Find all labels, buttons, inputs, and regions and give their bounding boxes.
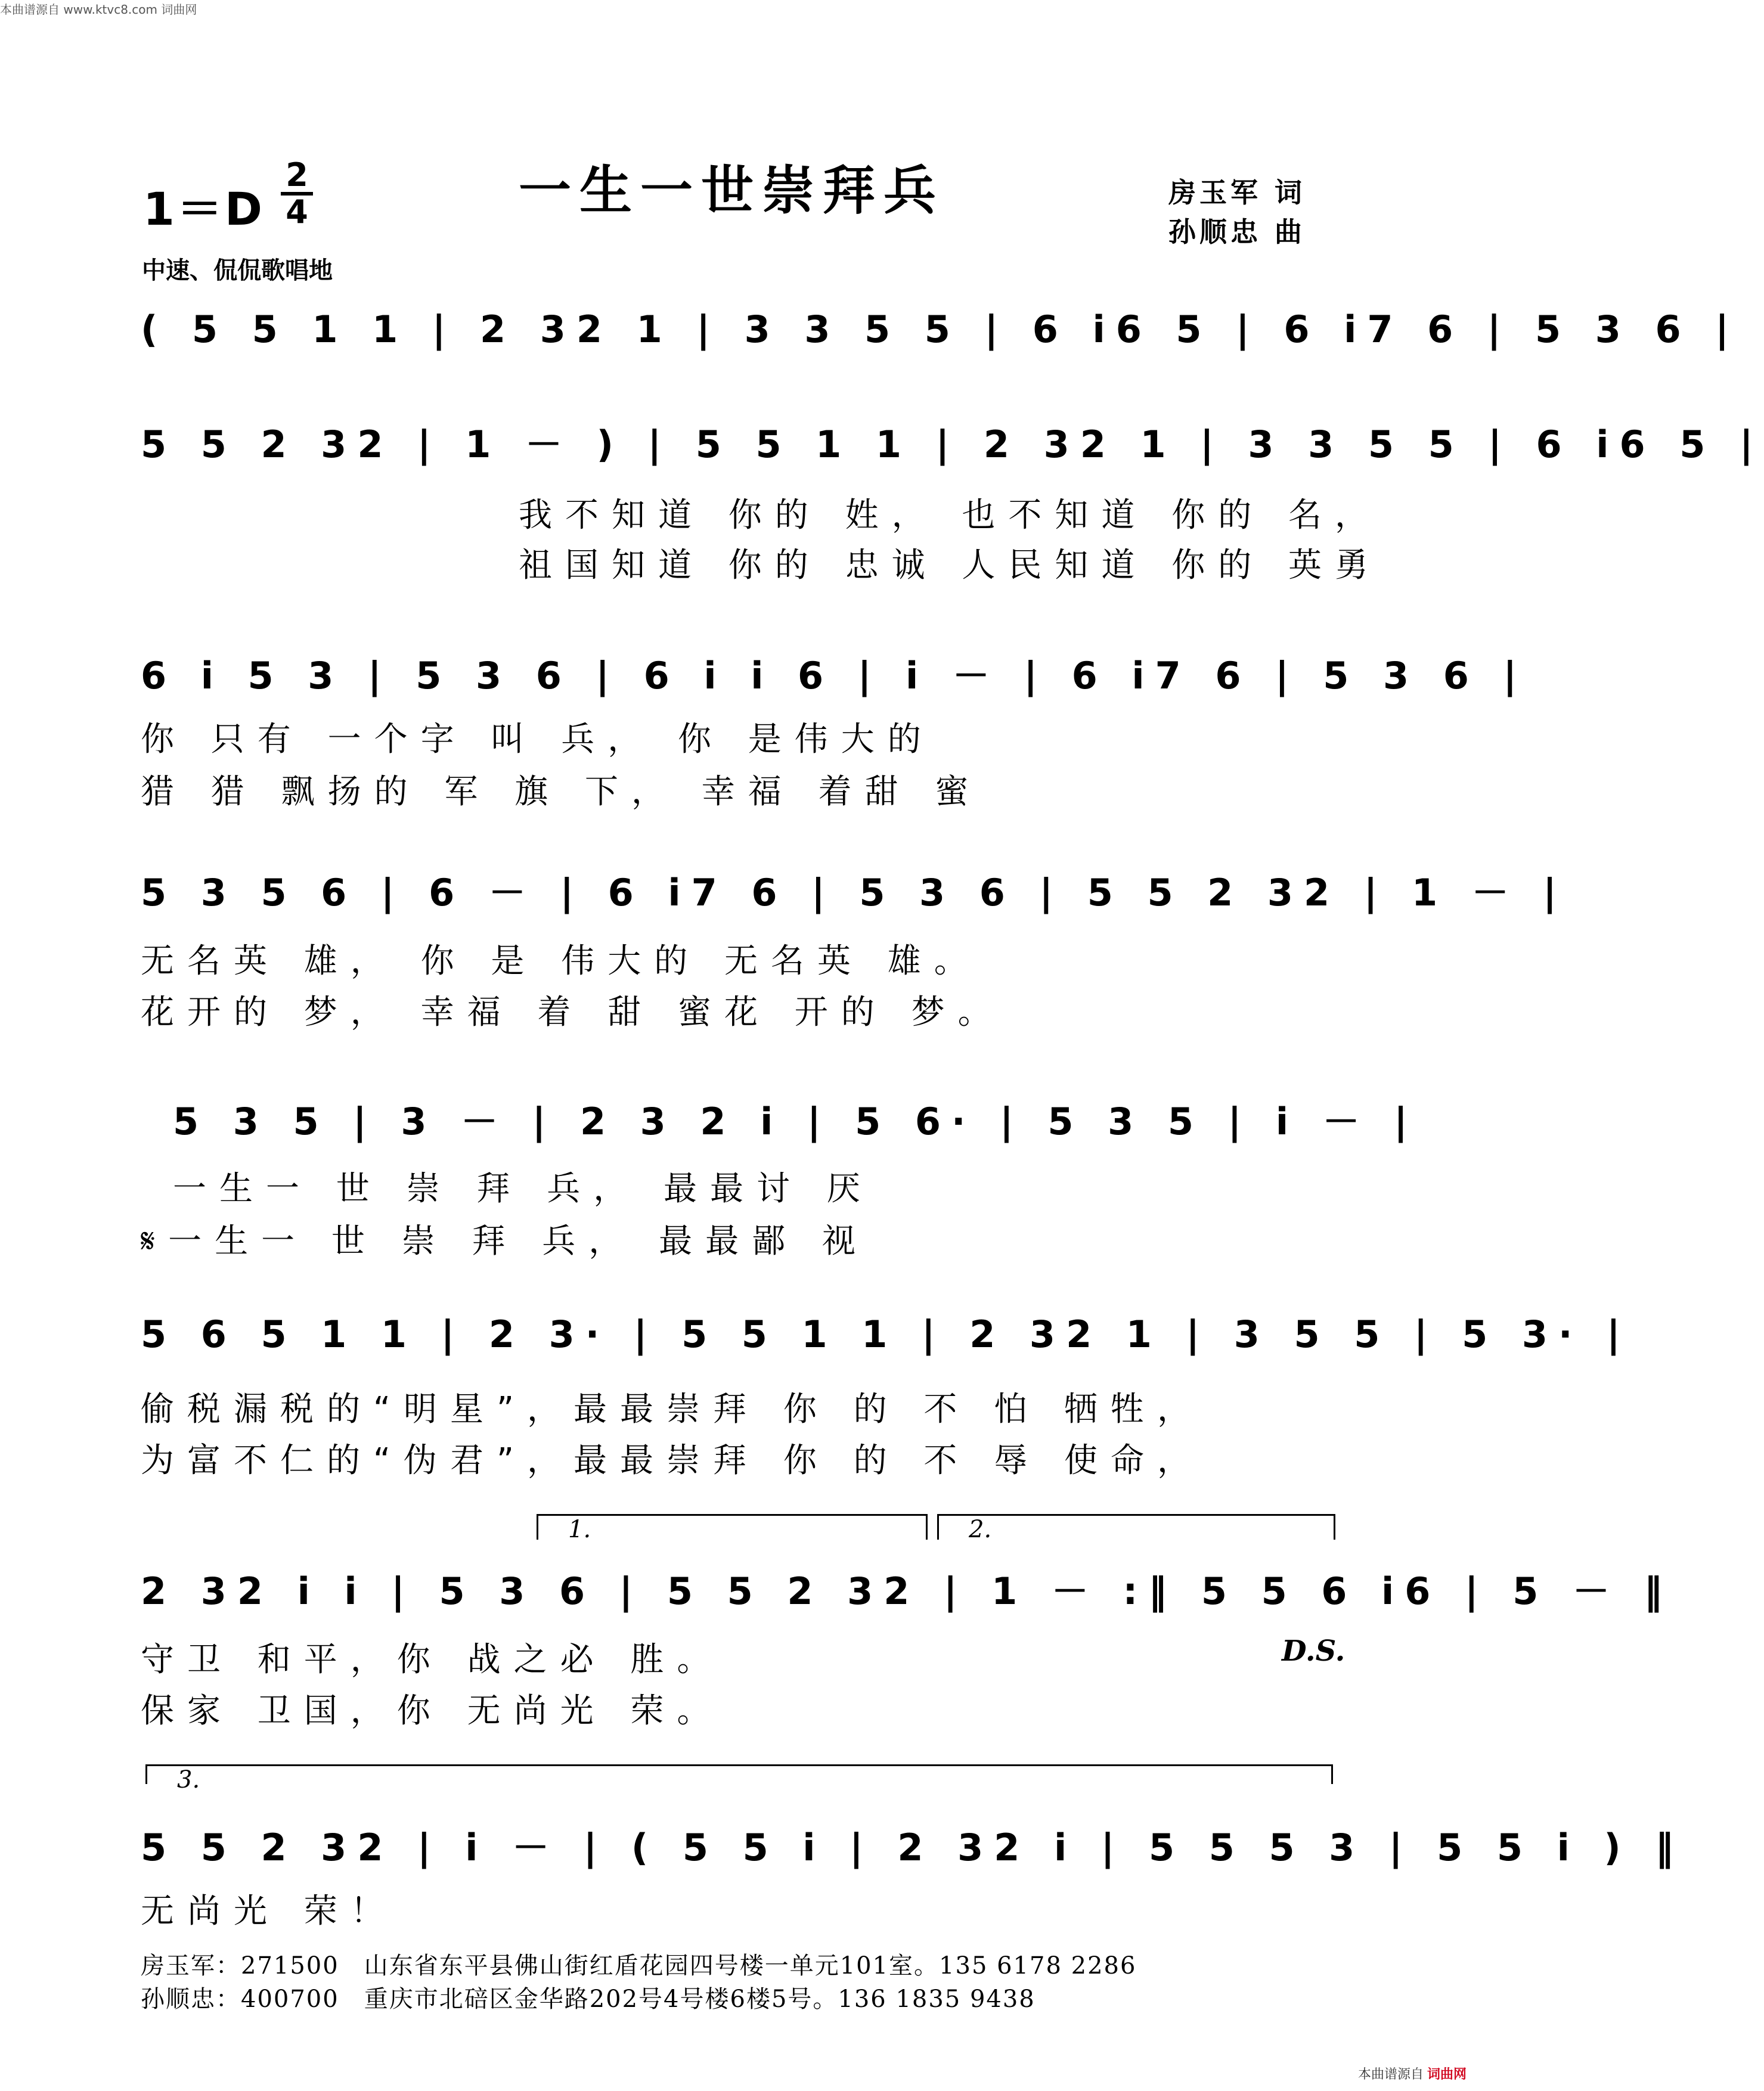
system-7-notes: 2 32 i i | 5 3 6 | 5 5 2 32 | 1 － :‖ 5 5 6 i6 | 5 － ‖: [141, 1569, 1673, 1613]
system-2-lyrics-2: 祖国知道 你的 忠诚 人民知道 你的 英勇: [519, 546, 1382, 585]
volta-1: [537, 1514, 928, 1543]
system-6-notes: 5 6 5 1 1 | 2 3· | 5 5 1 1 | 2 32 1 | 3 5 5 | 5 3· |: [141, 1313, 1631, 1356]
system-3-notes: 6 i 5 3 | 5 3 6 | 6 i i 6 | i － | 6 i7 6 | 5 3 6 |: [141, 654, 1528, 697]
tempo-marking: 中速、侃侃歌唱地: [142, 257, 333, 284]
footer-site: 词曲网: [1427, 2067, 1467, 2082]
footer-brand: [1358, 2064, 1467, 2083]
time-signature-top: 2: [286, 156, 308, 194]
contact-lyricist: 房玉军：271500 山东省东平县佛山街红盾花园四号楼一单元101室。135 6178 2286: [141, 1952, 1137, 1980]
composer: 孙顺忠 曲: [1168, 216, 1306, 248]
time-signature: [279, 156, 315, 231]
system-4-lyrics-2: 花开的 梦， 幸福 着 甜 蜜花 开的 梦。: [141, 993, 1005, 1032]
system-6-lyrics-2: 为富不仁的“伪君”，最最崇拜 你 的 不 辱 使命，: [141, 1441, 1204, 1480]
volta-3-label: 3.: [177, 1766, 200, 1794]
volta-2: [937, 1514, 1335, 1543]
volta-1-label: 1.: [568, 1516, 591, 1543]
system-3-lyrics-2: 猎 猎 飘扬的 军 旗 下， 幸福 着甜 蜜: [141, 773, 982, 811]
system-1-notes: ( 5 5 1 1 | 2 32 1 | 3 3 5 5 | 6 i6 5 | 6 i7 6 | 5 3 6 |: [141, 308, 1740, 351]
contact-composer: 孙顺忠：400700 重庆市北碚区金华路202号4号楼6楼5号。136 1835 9438: [141, 1985, 1036, 2013]
system-4-notes: 5 3 5 6 | 6 － | 6 i7 6 | 5 3 6 | 5 5 2 32 | 1 － |: [141, 871, 1567, 914]
system-8-notes: 5 5 2 32 | i － | ( 5 5 i | 2 32 i | 5 5 5 3 | 5 5 i ) ‖: [141, 1826, 1685, 1869]
dal-segno-marking: D.S.: [1282, 1634, 1346, 1668]
footer-source: 本曲谱源自: [1357, 2067, 1424, 2082]
time-signature-bottom: 4: [286, 193, 308, 231]
volta-2-label: 2.: [969, 1516, 992, 1543]
volta-3: [145, 1764, 1333, 1794]
key-signature: 1＝D: [143, 182, 265, 235]
system-5-lyrics-1: 一生一 世 崇 拜 兵， 最最讨 厌: [173, 1169, 873, 1208]
system-3-lyrics-1: 你 只有 一个字 叫 兵， 你 是伟大的: [141, 720, 934, 759]
system-2-notes: 5 5 2 32 | 1 － ) | 5 5 1 1 | 2 32 1 | 3 3 5 5 | 6 i6 5 |: [141, 423, 1764, 466]
system-7-lyrics-2: 保家 卫国，你 无尚光 荣。: [141, 1692, 724, 1730]
system-7-lyrics-1: 守卫 和平，你 战之必 胜。: [141, 1640, 724, 1679]
system-6-lyrics-1: 偷税漏税的“明星”，最最崇拜 你 的 不 怕 牺牲，: [141, 1390, 1204, 1429]
system-4-lyrics-1: 无名英 雄， 你 是 伟大的 无名英 雄。: [141, 942, 981, 981]
credits: [1168, 173, 1306, 252]
system-5-notes: 5 3 5 | 3 － | 2 3 2 i | 5 6· | 5 3 5 | i － |: [173, 1100, 1418, 1143]
system-8-lyrics-1: 无尚光 荣！: [141, 1892, 397, 1931]
song-title: 一生一世崇拜兵: [519, 159, 945, 221]
header-brand: 本曲谱源自 www.ktvc8.com 词曲网: [0, 2, 197, 17]
lyricist: 房玉军 词: [1168, 176, 1306, 209]
system-5-lyrics-2: 𝄋一生一 世 崇 拜 兵， 最最鄙 视: [141, 1222, 869, 1261]
system-2-lyrics-1: 我不知道 你的 姓， 也不知道 你的 名，: [519, 496, 1382, 535]
